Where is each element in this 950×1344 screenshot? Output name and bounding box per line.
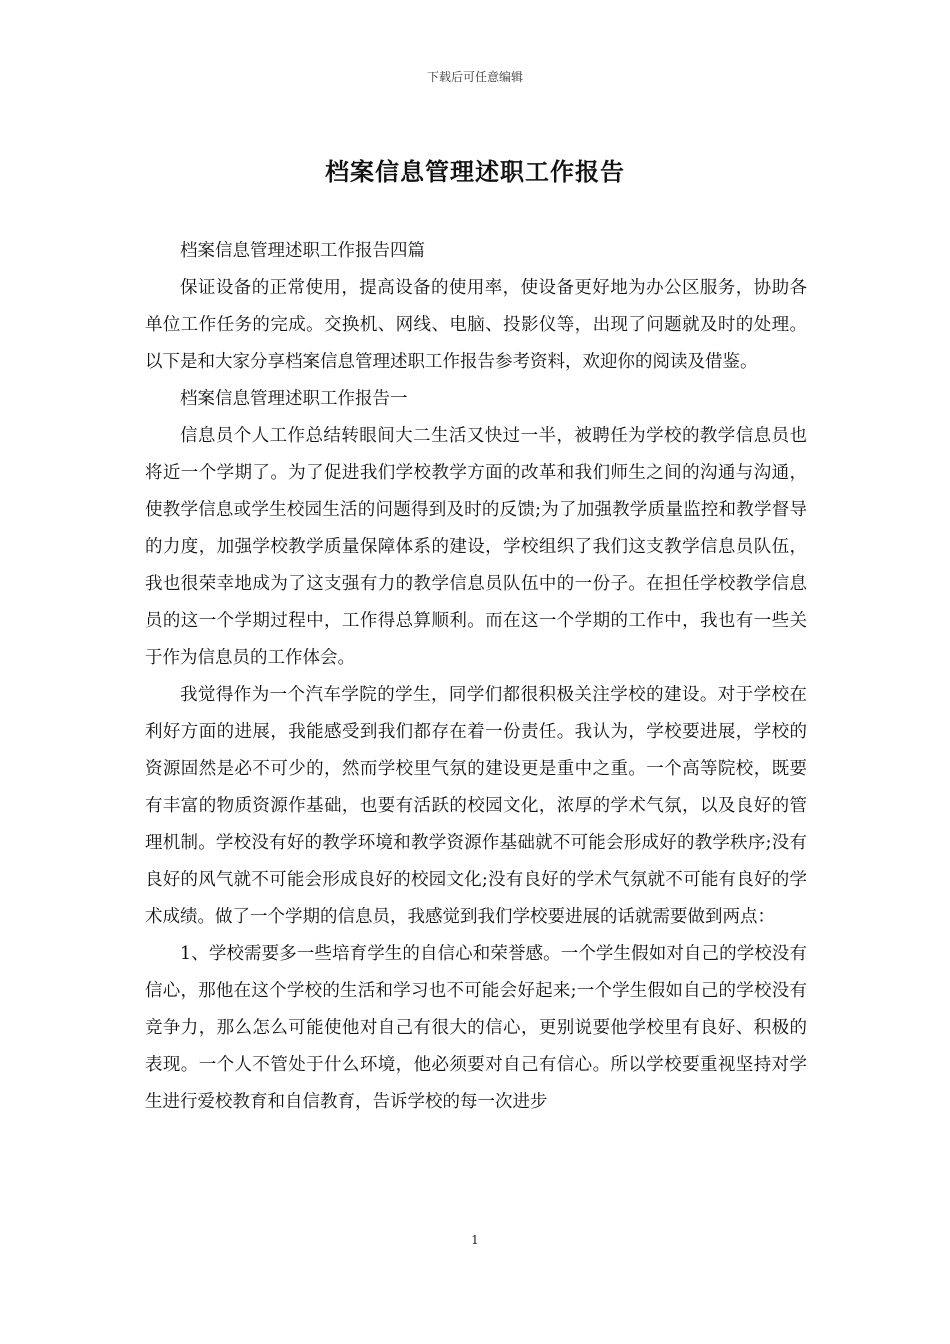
paragraph-body: 信息员个人工作总结转眼间大二生活又快过一半，被聘任为学校的教学信息员也将近一个学期了。为了促进我们学校教学方面的改革和我们师生之间的沟通与沟通，使教学信息或学生校园生活的问题得到及时的反馈;为了加强教学质量监控和教学督导的力度，加强学校教学质量保障体系的建设，学校组织了我们这支教学信息员队伍，我也很荣幸地成为了这支强有力的教学信息员队伍中的一份子。在担任学校教学信息员的这一个学期过程中，工作得总算顺利。而在这一个学期的工作中，我也有一些关于作为信息员的工作体会。 [145, 426, 807, 668]
paragraph-subtitle: 档案信息管理述职工作报告四篇 [180, 241, 425, 261]
page-number: 1 [471, 1233, 479, 1247]
header-note: 下载后可任意编辑 [426, 70, 523, 84]
paragraph-intro: 保证设备的正常使用，提高设备的使用率，使设备更好地为办公区服务，协助各单位工作任务的完成。交换机、网线、电脑、投影仪等，出现了问题就及时的处理。以下是和大家分享档案信息管理述职工作报告参考资料，欢迎你的阅读及借鉴。 [145, 278, 807, 372]
document-body [145, 233, 807, 1121]
paragraph-body: 我觉得作为一个汽车学院的学生，同学们都很积极关注学校的建设。对于学校在利好方面的进展，我能感受到我们都存在着一份责任。我认为，学校要进展，学校的资源固然是必不可少的，然而学校里气氛的建设更是重中之重。一个高等院校，既要有丰富的物质资源作基础，也要有活跃的校园文化，浓厚的学术气氛，以及良好的管理机制。学校没有好的教学环境和教学资源作基础就不可能会形成好的教学秩序;没有良好的风气就不可能会形成良好的校园文化;没有良好的学术气氛就不可能有良好的学术成绩。做了一个学期的信息员，我感觉到我们学校要进展的话就需要做到两点： [145, 685, 807, 927]
paragraph-section-heading: 档案信息管理述职工作报告一 [180, 389, 408, 409]
document-title: 档案信息管理述职工作报告 [325, 157, 625, 186]
paragraph-body: 1、学校需要多一些培育学生的自信心和荣誉感。一个学生假如对自己的学校没有信心，那他在这个学校的生活和学习也不可能会好起来;一个学生假如自己的学校没有竞争力，那么怎么可能使他对自己有很大的信心，更别说要他学校里有良好、积极的表现。一个人不管处于什么环境，他必须要对自己有信心。所以学校要重视坚持对学生进行爱校教育和自信教育，告诉学校的每一次进步 [145, 944, 807, 1112]
